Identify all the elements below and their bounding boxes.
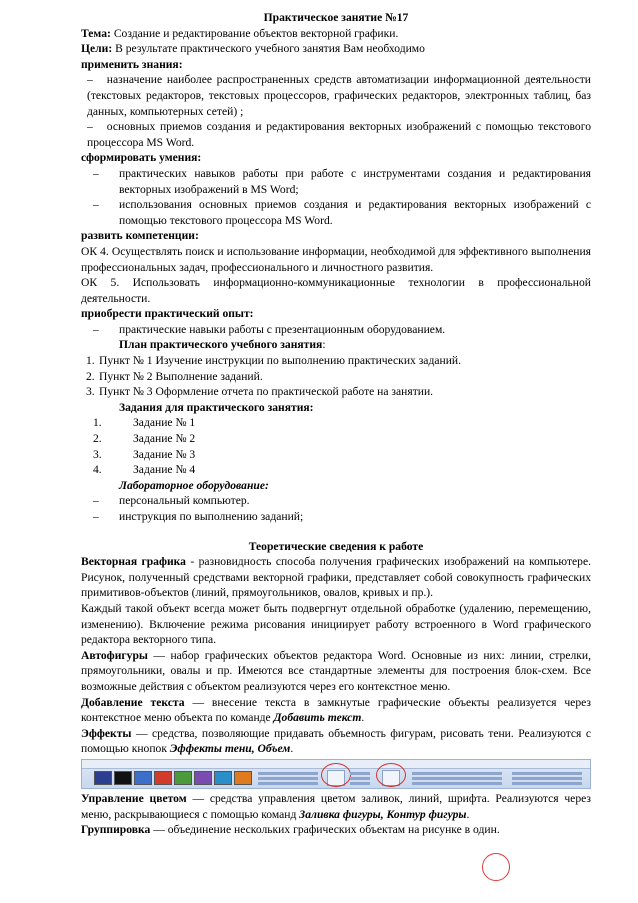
dash-bullet: – <box>93 198 99 212</box>
document-body <box>81 10 591 838</box>
plan-item-number: 2. <box>86 369 95 383</box>
theory-heading: Теоретические сведения к работе <box>248 539 424 553</box>
add-text-term: Добавление текста <box>81 695 185 709</box>
apply-knowledge-text: основных приемов создания и редактирования векторных изображений с помощью текстового процессора MS Word. <box>87 120 591 149</box>
plan-item-number: 1. <box>86 354 95 368</box>
dash-bullet: – <box>87 73 93 87</box>
topic-text: Создание и редактирование объектов векторной графики. <box>110 26 399 40</box>
lab-item <box>81 493 591 509</box>
form-skills-item <box>81 197 591 228</box>
plan-heading-suffix: : <box>322 338 326 352</box>
autoshapes-paragraph <box>81 648 591 695</box>
vector-term: Векторная графика <box>81 555 186 569</box>
experience-text: практические навыки работы с презентационным оборудованием. <box>119 322 446 336</box>
shadow-nudge-controls <box>350 770 370 786</box>
add-text-end: . <box>361 711 365 725</box>
style-swatch <box>154 771 172 785</box>
add-text-paragraph <box>81 695 591 726</box>
plan-item-text: Пункт № 1 Изучение инструкции по выполнению практических заданий. <box>99 354 461 368</box>
lab-item-text: инструкция по выполнению заданий; <box>119 510 304 523</box>
style-swatch <box>194 771 212 785</box>
page-number-oval <box>482 853 510 881</box>
color-text: — средства управления цветом заливок, линий, шрифта. Реализуются через меню, раскрывающиеся с помощью команд <box>81 791 591 821</box>
apply-knowledge-heading: применить знания: <box>81 57 183 71</box>
apply-knowledge-item <box>81 72 591 119</box>
style-swatch <box>114 771 132 785</box>
effects-term: Эффекты <box>81 726 132 740</box>
group-term: Группировка <box>81 823 151 837</box>
goals-line <box>81 41 591 57</box>
task-item-number: 4. <box>93 463 102 477</box>
add-text-command: Добавить текст <box>273 711 362 725</box>
competency-ok5: ОК 5. Использовать информационно-коммуникационные технологии в профессиональной деятельности. <box>81 276 591 305</box>
lab-heading: Лабораторное оборудование: <box>119 478 269 492</box>
dash-bullet: – <box>93 166 99 180</box>
goals-label: Цели: <box>81 42 113 56</box>
effects-text: — средства, позволяющие придавать объемность фигурам, рисовать тени. Реализуются с помощью кнопок <box>81 726 591 756</box>
style-swatch <box>134 771 152 785</box>
topic-line <box>81 26 591 42</box>
task-item <box>81 462 591 478</box>
shape-fill-menu <box>258 770 318 786</box>
style-swatch <box>234 771 252 785</box>
plan-heading: План практического учебного занятия <box>119 338 323 352</box>
competencies-heading: развить компетенции: <box>81 229 199 243</box>
each-object-paragraph: Каждый такой объект всегда может быть подвергнут отдельной обработке (удалению, перемещению, изменению). Включение режима рисования инициирует работу встроенного в Word графического редактора векторного типа. <box>81 601 591 647</box>
tasks-heading: Задания для практического занятия: <box>119 400 314 414</box>
task-item-text: Задание № 4 <box>133 463 196 477</box>
vector-text: - разновидность способа получения графических изображений на компьютере. Рисунок, полученный средствами векторной графики, представляет собой совокупность графических примитивов-объектов (линий, прямоугольников, овалов, кривых и пр.). <box>81 555 591 600</box>
style-swatch <box>174 771 192 785</box>
plan-item-text: Пункт № 3 Оформление отчета по практической работе на занятии. <box>99 385 434 399</box>
vector-paragraph <box>81 554 591 601</box>
plan-item-text: Пункт № 2 Выполнение заданий. <box>99 369 263 383</box>
effects-command: Эффекты тени, Объем <box>169 742 291 756</box>
section-gap <box>81 525 591 539</box>
style-swatch <box>214 771 232 785</box>
task-item-number: 2. <box>93 432 102 446</box>
task-item <box>81 415 591 431</box>
autoshapes-text: — набор графических объектов редактора Word. Основные из них: линии, стрелки, прямоугольники, овалы и пр. Имеются все стандартные элементы для построения блок-схем. Все возможные действия с объектом реализуются через его контекстное меню. <box>81 648 591 693</box>
form-skills-text: использования основных приемов создания и редактирования векторных изображений с помощью текстового процессора MS Word. <box>119 198 591 227</box>
topic-label: Тема: <box>81 26 111 40</box>
plan-item <box>81 369 591 385</box>
effects-paragraph <box>81 726 591 757</box>
competency-ok4: ОК 4. Осуществлять поиск и использование информации, необходимой для эффективного выполнения профессиональных задач, профессионального и личностного развития. <box>81 244 591 274</box>
style-swatch <box>94 771 112 785</box>
experience-item <box>81 322 591 338</box>
effects-end: . <box>290 742 294 756</box>
apply-knowledge-item <box>81 119 591 150</box>
arrange-group <box>412 770 502 786</box>
lab-item-text: персональный компьютер. <box>119 494 250 508</box>
plan-item <box>81 384 591 400</box>
form-skills-text: практических навыков работы при работе с инструментами создания и редактирования векторных изображений в MS Word; <box>119 166 591 196</box>
shadow-effects-highlight <box>321 763 351 787</box>
task-item-text: Задание № 3 <box>133 447 196 461</box>
word-ribbon-screenshot <box>81 759 591 789</box>
color-end: . <box>466 807 470 821</box>
dash-bullet: – <box>93 494 99 508</box>
add-text-text: — внесение текста в замкнутые графические объекты реализуется через контекстное меню объекта по команде <box>81 695 591 725</box>
task-item-number: 3. <box>93 447 102 461</box>
dash-bullet: – <box>93 322 99 336</box>
plan-heading-line <box>81 337 591 353</box>
color-term: Управление цветом <box>81 791 187 805</box>
dash-bullet: – <box>87 120 93 134</box>
lab-item <box>81 509 591 525</box>
size-group <box>512 770 582 786</box>
group-paragraph <box>81 822 591 838</box>
dash-bullet: – <box>93 510 99 523</box>
task-item-text: Задание № 1 <box>133 416 196 430</box>
apply-knowledge-text: назначение наиболее распространенных средств автоматизации информационной деятельности (текстовых редакторов, текстовых процессоров, графических редакторов, электронных таблиц, баз данных, компьютерных сетей) ; <box>87 73 591 118</box>
color-paragraph <box>81 791 591 822</box>
group-text: — объединение нескольких графических объектам на рисунке в один. <box>150 823 500 837</box>
3d-effects-highlight <box>376 763 406 787</box>
task-item-text: Задание № 2 <box>133 432 196 446</box>
color-command: Заливка фигуры, Контур фигуры <box>299 807 467 821</box>
task-item <box>81 431 591 447</box>
page-title: Практическое занятие №17 <box>263 11 409 24</box>
experience-heading: приобрести практический опыт: <box>81 307 254 321</box>
goals-text: В результате практического учебного занятия Вам необходимо <box>112 42 425 56</box>
task-item-number: 1. <box>93 416 102 430</box>
form-skills-heading: сформировать умения: <box>81 151 202 165</box>
plan-item-number: 3. <box>86 385 95 399</box>
plan-item <box>81 353 591 369</box>
form-skills-item <box>81 166 591 197</box>
autoshapes-term: Автофигуры <box>81 648 148 662</box>
task-item <box>81 447 591 463</box>
